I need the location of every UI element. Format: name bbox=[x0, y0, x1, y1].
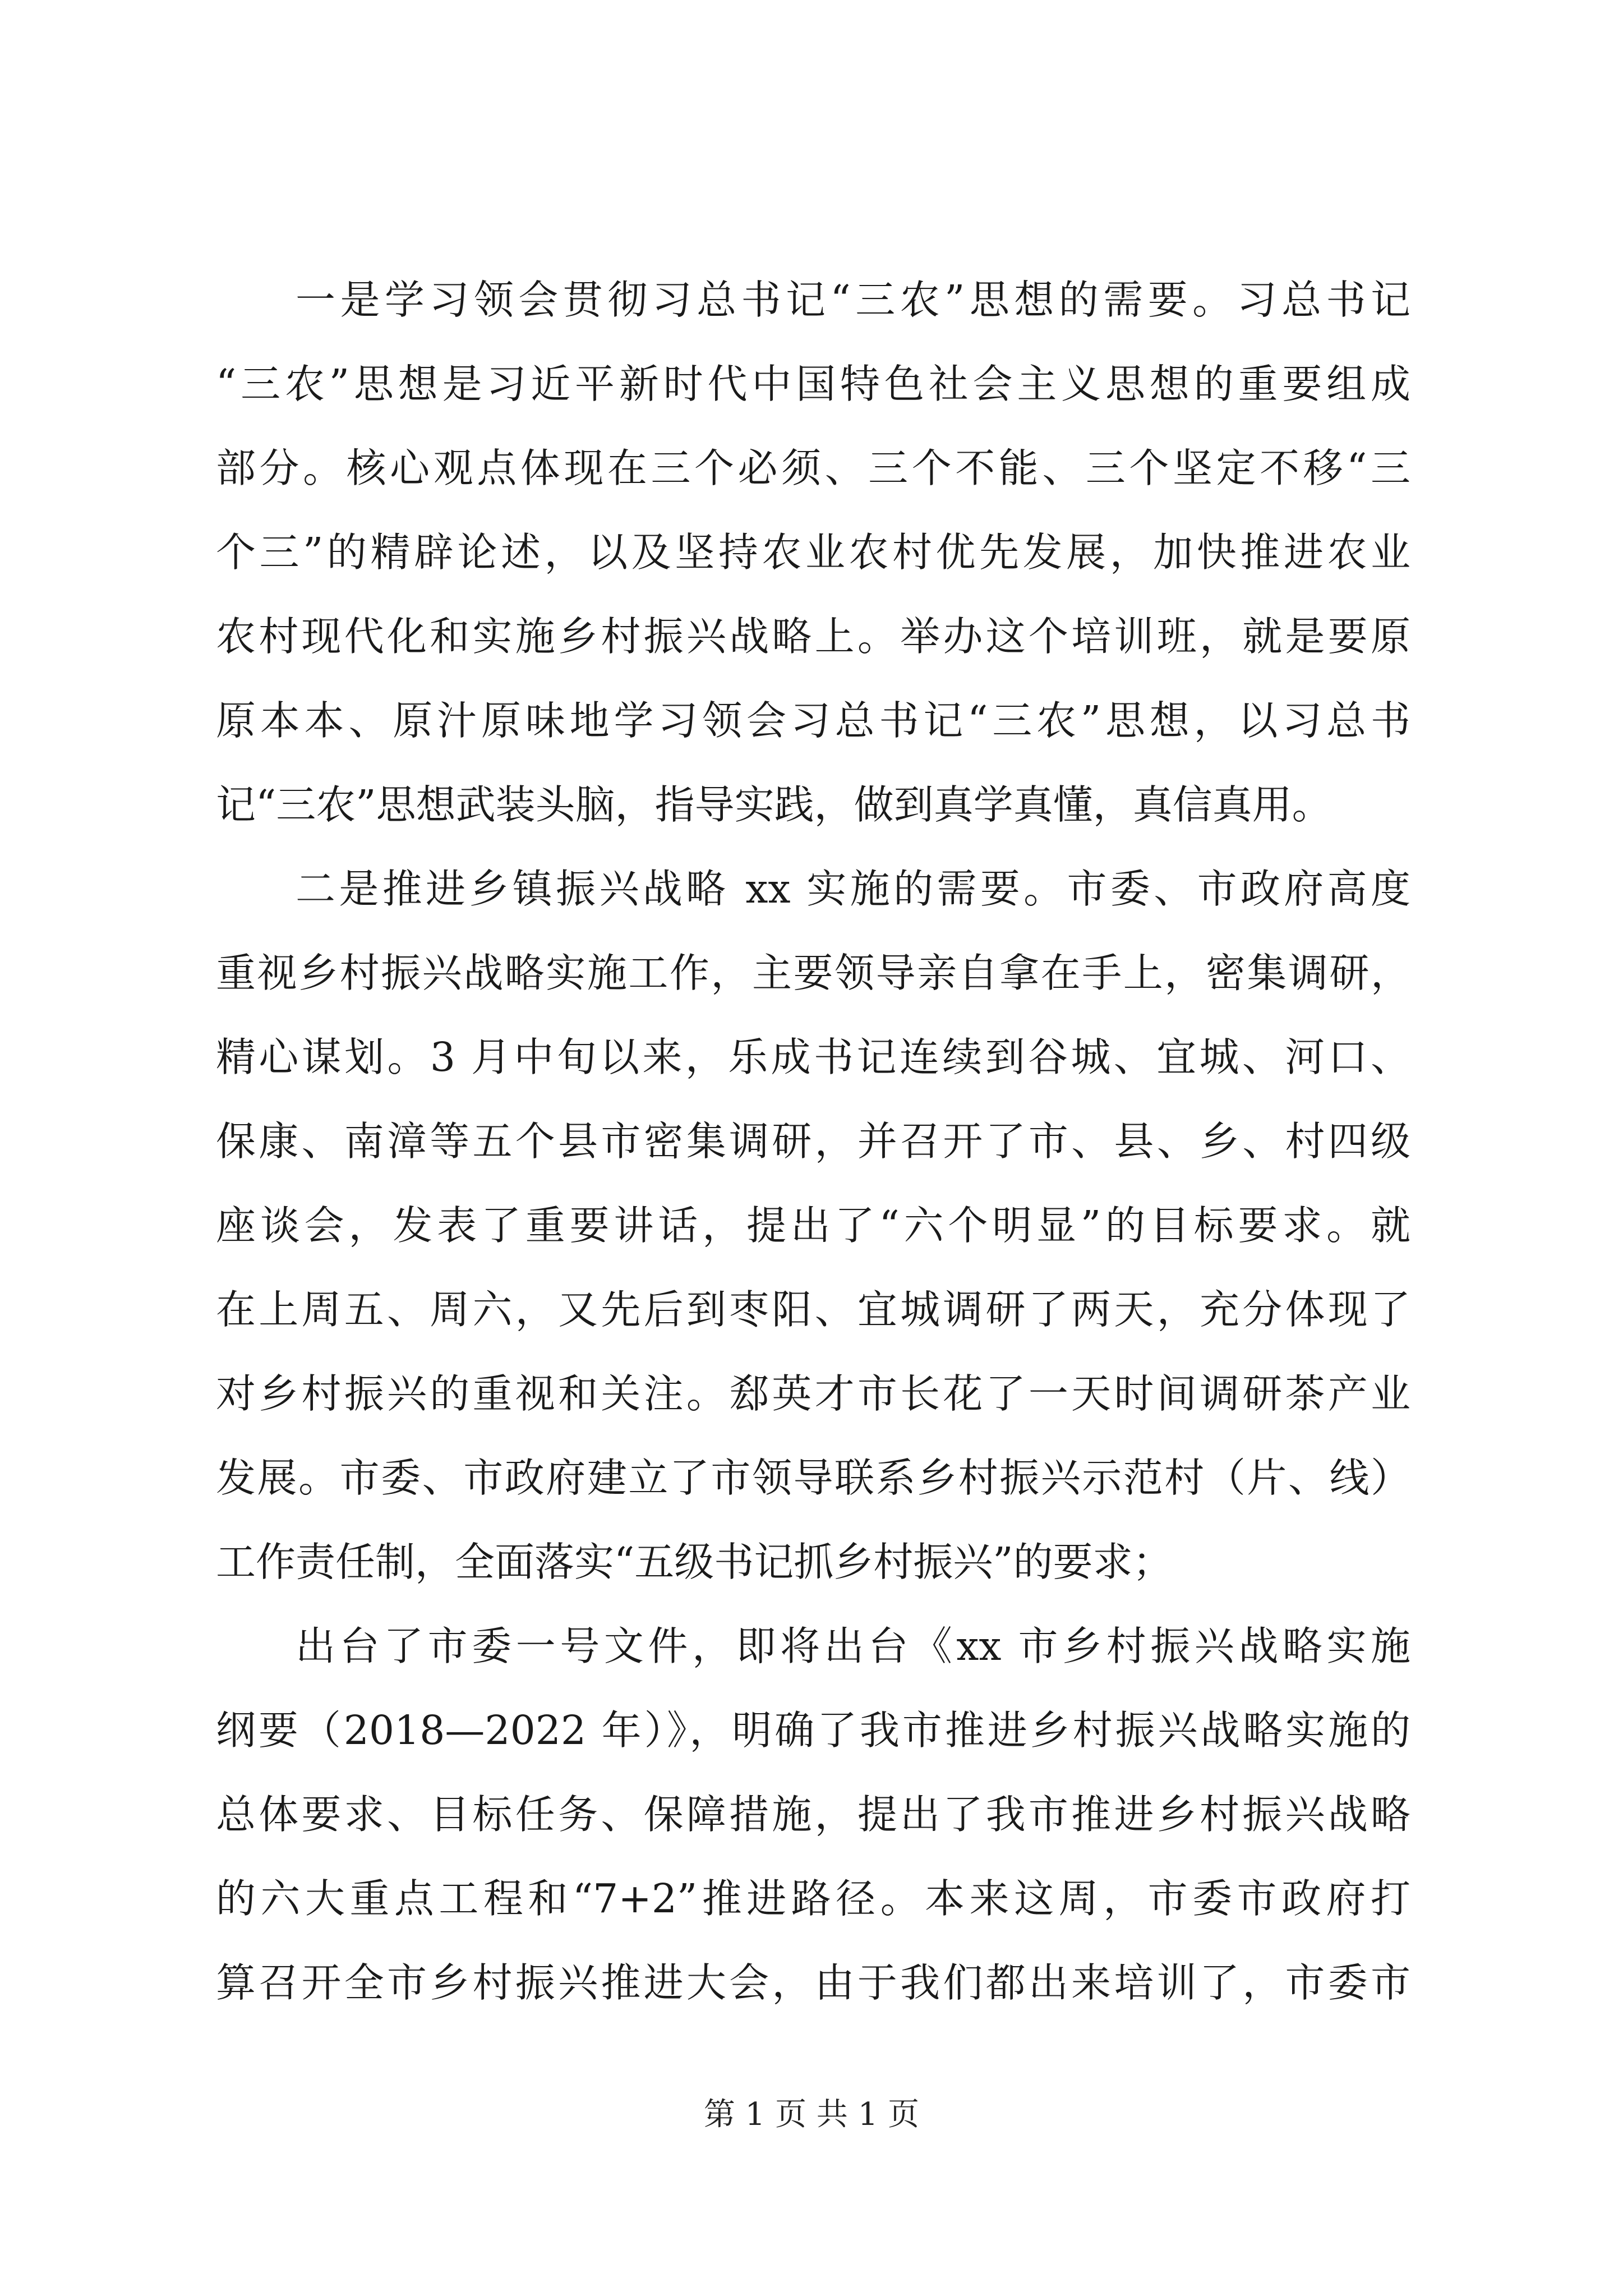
text-line: 保康、南漳等五个县市密集调研，并召开了市、县、乡、村四级 bbox=[216, 1118, 1410, 1165]
paragraph-2 bbox=[216, 847, 1410, 1604]
text-line: 出台了市委一号文件，即将出台《xx 市乡村振兴战略实施 bbox=[296, 1623, 1410, 1669]
text-line: 的六大重点工程和“7+2”推进路径。本来这周，市委市政府打 bbox=[216, 1875, 1410, 1922]
text-line: 精心谋划。3 月中旬以来，乐成书记连续到谷城、宜城、河口、 bbox=[216, 1034, 1410, 1080]
paragraph-3 bbox=[216, 1604, 1410, 2025]
text-line: 在上周五、周六，又先后到枣阳、宜城调研了两天，充分体现了 bbox=[216, 1286, 1410, 1333]
text-line: 原本本、原汁原味地学习领会习总书记“三农”思想，以习总书 bbox=[216, 697, 1410, 744]
paragraph-1 bbox=[216, 258, 1410, 847]
text-line: 座谈会，发表了重要讲话，提出了“六个明显”的目标要求。就 bbox=[216, 1202, 1410, 1249]
text-line: 工作责任制，全面落实“五级书记抓乡村振兴”的要求； bbox=[216, 1539, 1173, 1585]
text-line: “三农”思想是习近平新时代中国特色社会主义思想的重要组成 bbox=[216, 361, 1410, 407]
text-line: 算召开全市乡村振兴推进大会，由于我们都出来培训了，市委市 bbox=[216, 1959, 1410, 2006]
text-line: 重视乡村振兴战略实施工作，主要领导亲自拿在手上，密集调研， bbox=[216, 950, 1410, 996]
text-line: 二是推进乡镇振兴战略 xx 实施的需要。市委、市政府高度 bbox=[296, 866, 1410, 912]
document-body bbox=[216, 258, 1410, 2025]
text-line: 纲要（2018—2022 年）》，明确了我市推进乡村振兴战略实施的 bbox=[216, 1707, 1410, 1754]
text-line: 个三”的精辟论述，以及坚持农业农村优先发展，加快推进农业 bbox=[216, 529, 1410, 576]
text-line: 记“三农”思想武装头脑，指导实践，做到真学真懂，真信真用。 bbox=[216, 781, 1332, 828]
text-line: 农村现代化和实施乡村振兴战略上。举办这个培训班，就是要原 bbox=[216, 613, 1410, 660]
page-number-footer: 第 1 页 共 1 页 bbox=[703, 2096, 920, 2133]
text-line: 总体要求、目标任务、保障措施，提出了我市推进乡村振兴战略 bbox=[216, 1791, 1410, 1838]
text-line: 发展。市委、市政府建立了市领导联系乡村振兴示范村（片、线） bbox=[216, 1455, 1410, 1501]
text-line: 部分。核心观点体现在三个必须、三个不能、三个坚定不移“三 bbox=[216, 445, 1410, 491]
text-line: 对乡村振兴的重视和关注。郄英才市长花了一天时间调研茶产业 bbox=[216, 1370, 1410, 1417]
text-line: 一是学习领会贯彻习总书记“三农”思想的需要。习总书记 bbox=[296, 277, 1410, 323]
